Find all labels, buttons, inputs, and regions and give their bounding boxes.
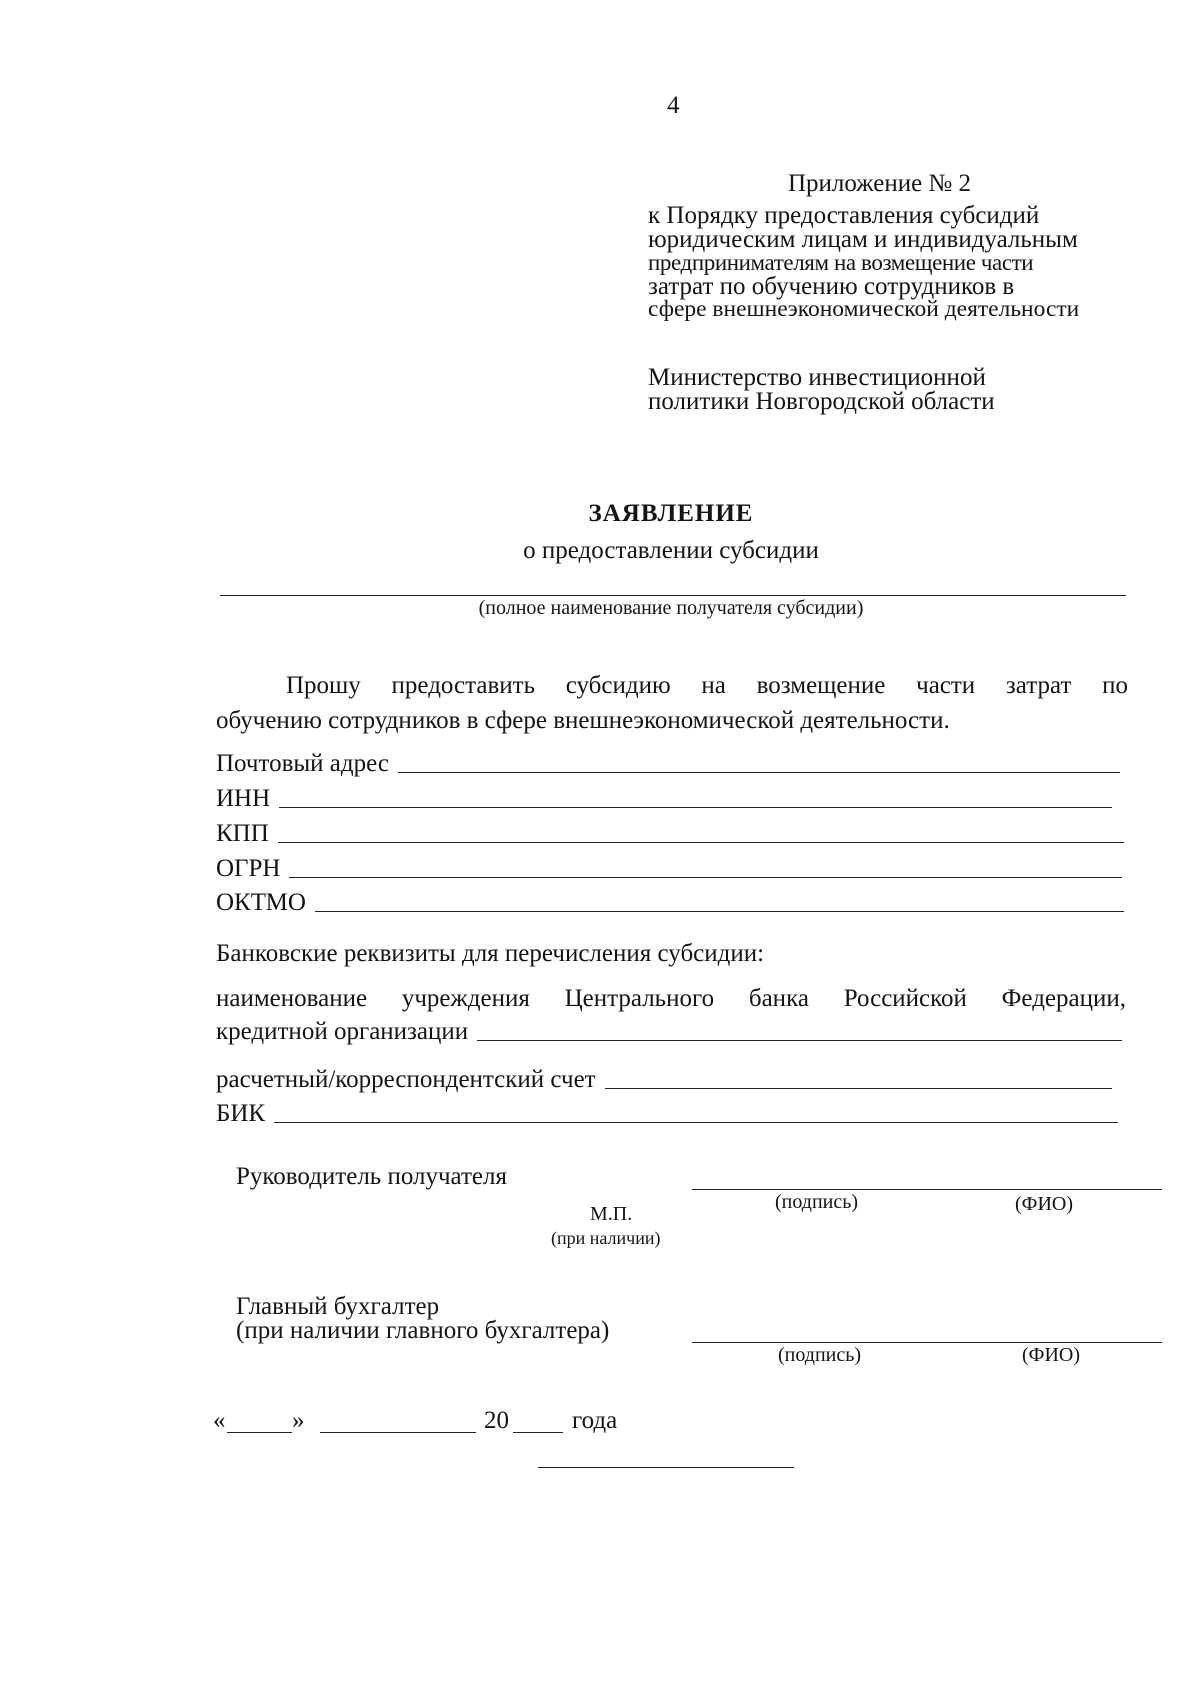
addressee (648, 366, 995, 414)
appendix-line: юридическим лицам и индивидуальным (648, 225, 1078, 253)
bank-heading: Банковские реквизиты для перечисления субсидии: (216, 940, 765, 967)
request-line-2: обучению сотрудников в сфере внешнеэкономической деятельности. (216, 707, 950, 734)
stamp-note: (при наличии) (551, 1228, 661, 1248)
kpp-field[interactable] (216, 820, 1124, 847)
appendix-reference (648, 204, 1079, 322)
recipient-name-caption: (полное наименование получателя субсидии) (478, 597, 864, 619)
credit-org-line[interactable] (477, 1040, 1122, 1041)
head-name-caption: (ФИО) (1015, 1193, 1074, 1215)
inn-line[interactable] (279, 807, 1112, 808)
document-subtitle: о предоставлении субсидии (523, 537, 819, 564)
bik-line[interactable] (274, 1122, 1118, 1123)
oktmo-label: ОКТМО (216, 889, 306, 916)
appendix-line: сфере внешнеэкономической деятельности (648, 296, 1080, 322)
accountant-signature-caption: (подпись) (778, 1344, 862, 1366)
kpp-label: КПП (216, 820, 269, 847)
head-signature-line[interactable] (692, 1189, 1162, 1190)
inn-field[interactable] (216, 785, 1112, 812)
bik-label: БИК (216, 1100, 266, 1127)
ogrn-field[interactable] (216, 855, 1122, 882)
accountant-label: Главный бухгалтер (236, 1293, 440, 1320)
recipient-name-line (220, 595, 1126, 596)
addressee-line: Министерство инвестиционной (648, 364, 986, 391)
account-line[interactable] (605, 1088, 1112, 1089)
account-field[interactable] (216, 1066, 1112, 1093)
oktmo-line[interactable] (315, 911, 1124, 912)
ogrn-line[interactable] (289, 877, 1122, 878)
document-title: ЗАЯВЛЕНИЕ (588, 500, 754, 527)
request-line-1: Прошу предоставить субсидию на возмещение части затрат по (286, 672, 1128, 699)
oktmo-field[interactable] (216, 889, 1124, 916)
page-number: 4 (667, 92, 680, 119)
appendix-line: затрат по обучению сотрудников в (648, 272, 1015, 300)
credit-org-field[interactable] (216, 1018, 1122, 1045)
postal-address-label: Почтовый адрес (216, 750, 389, 777)
date-day-line[interactable] (227, 1432, 292, 1433)
date-open-quote: « (213, 1407, 226, 1434)
bik-field[interactable] (216, 1100, 1118, 1127)
accountant-name-caption: (ФИО) (1022, 1344, 1081, 1366)
ogrn-label: ОГРН (216, 855, 281, 882)
head-signature-caption: (подпись) (775, 1191, 859, 1213)
date-close-quote: » (292, 1407, 305, 1434)
date-year-suffix: года (572, 1407, 618, 1434)
postal-address-field[interactable] (216, 750, 1120, 777)
appendix-line: предпринимателям на возмещение части (648, 250, 1034, 275)
account-label: расчетный/корреспондентский счет (216, 1066, 596, 1093)
addressee-line: политики Новгородской области (648, 388, 995, 415)
postal-address-line[interactable] (398, 772, 1120, 773)
date-month-line[interactable] (320, 1432, 476, 1433)
bank-institution-line-1: наименование учреждения Центрального банка Российской Федерации, (216, 985, 1126, 1012)
accountant-note: (при наличии главного бухгалтера) (236, 1317, 610, 1344)
head-label: Руководитель получателя (236, 1163, 507, 1190)
appendix-line: к Порядку предоставления субсидий (648, 202, 1040, 229)
credit-org-label: кредитной организации (216, 1018, 469, 1045)
inn-label: ИНН (216, 785, 271, 812)
appendix-title: Приложение № 2 (788, 170, 972, 197)
accountant-signature-line[interactable] (692, 1342, 1162, 1343)
date-year-line[interactable] (513, 1432, 563, 1433)
kpp-line[interactable] (278, 842, 1124, 843)
stamp-label: М.П. (590, 1203, 633, 1225)
closing-separator (538, 1467, 794, 1468)
date-year-prefix: 20 (484, 1407, 509, 1434)
